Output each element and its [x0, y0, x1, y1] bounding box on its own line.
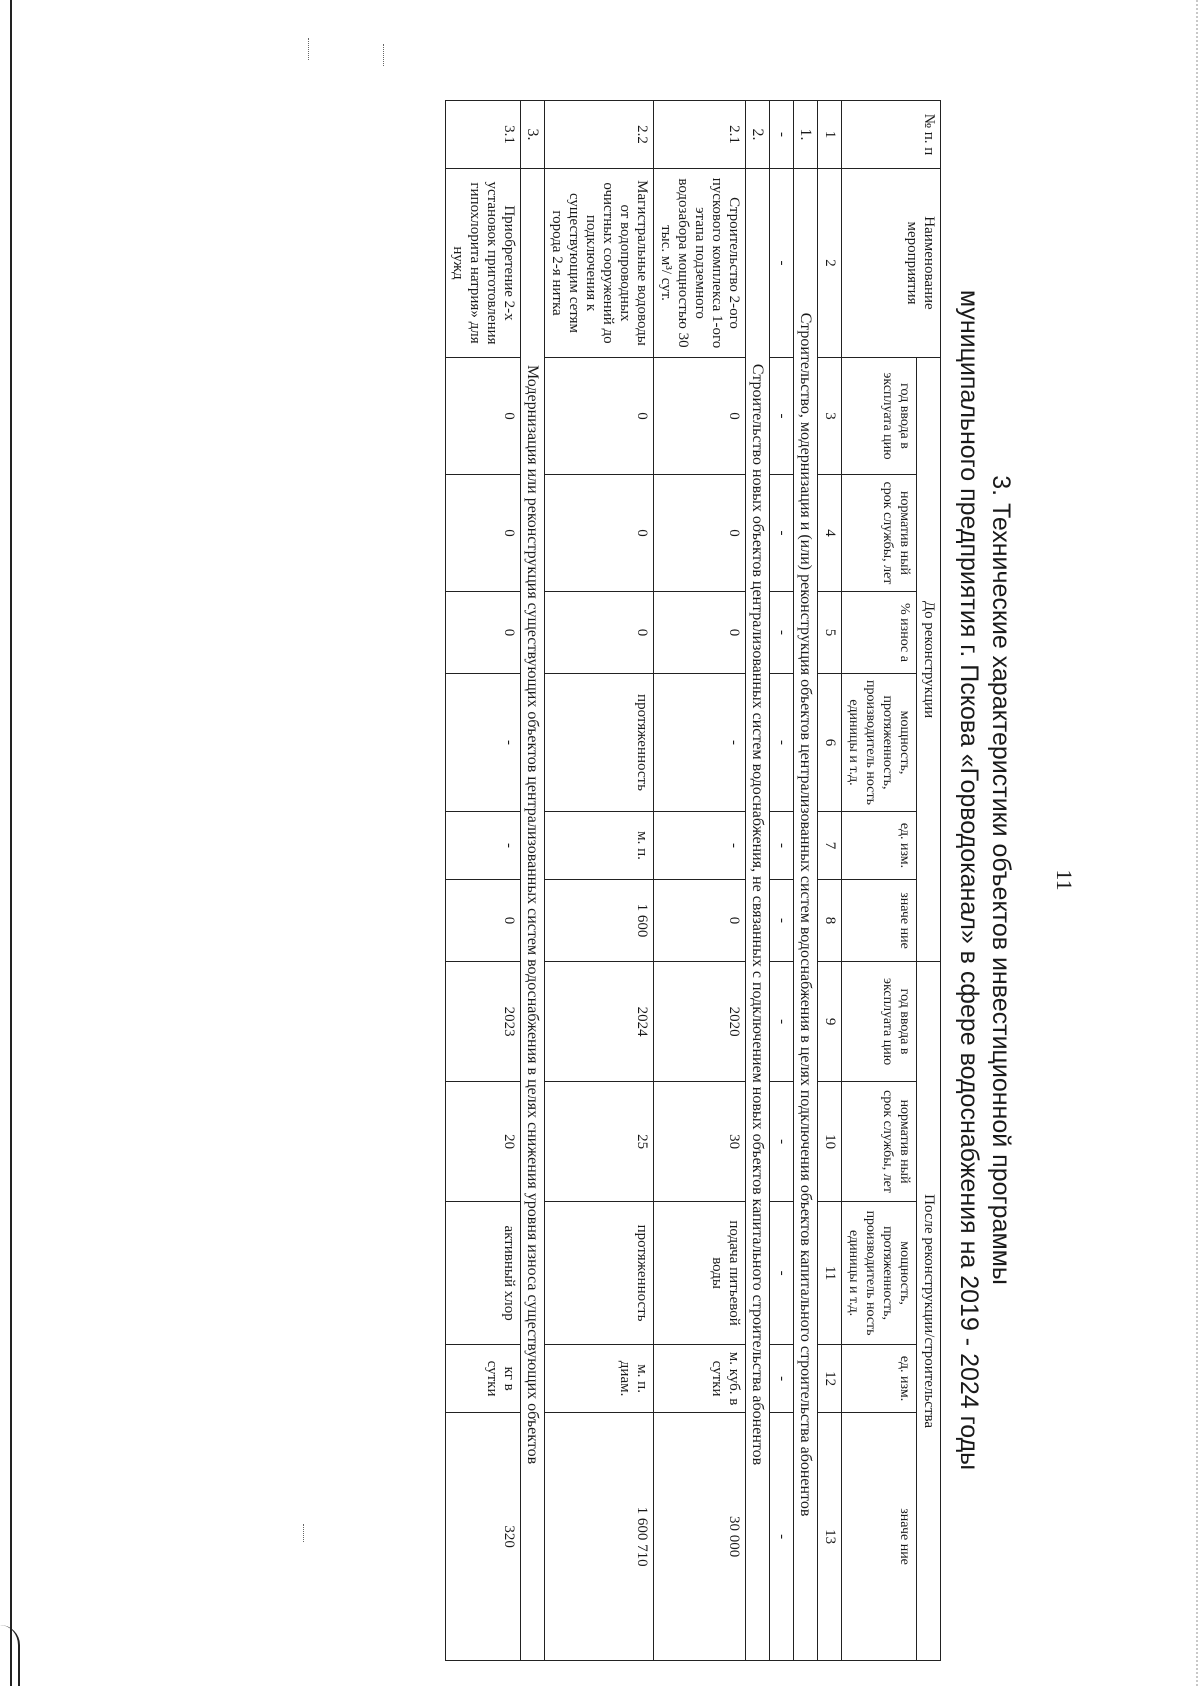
- value-after: 1 600 710: [545, 1413, 654, 1661]
- year-after: 2020: [654, 962, 746, 1082]
- row-number: 3.1: [446, 101, 521, 169]
- unit-before: -: [654, 812, 746, 880]
- header-wear: % износ а: [842, 592, 917, 674]
- title-line-1: 3. Технические характеристики объектов инвестиционной программы: [987, 475, 1015, 1285]
- year-after: 2023: [446, 962, 521, 1082]
- row-name: Строительство 2-ого пускового комплекса 1-ого этапа подземного водозабора мощностью 30 тыс. м³/ сут.: [654, 169, 746, 358]
- header-value-before: значе ние: [842, 880, 917, 962]
- capacity-after: протяженность: [545, 1202, 654, 1345]
- life-after: 30: [654, 1082, 746, 1202]
- capacity-before: протяженность: [545, 674, 654, 812]
- dash-cell: -: [770, 1413, 794, 1661]
- binding-line: [10, 0, 12, 1686]
- header-name: Наименование мероприятия: [842, 169, 941, 358]
- header-unit-before: ед. изм.: [842, 812, 917, 880]
- dash-cell: -: [770, 1082, 794, 1202]
- wear: 0: [545, 592, 654, 674]
- binding-curl: [0, 1625, 20, 1686]
- column-number: 9: [818, 962, 842, 1082]
- unit-before: м. п.: [545, 812, 654, 880]
- column-number: 11: [818, 1202, 842, 1345]
- dash-cell: -: [770, 674, 794, 812]
- header-unit-after: ед. изм.: [842, 1345, 917, 1413]
- row-name: Магистральные водоводы от водопроводных очистных сооружений до подключения к существующим сетям города 2-я нитка: [545, 169, 654, 358]
- dash-row: [770, 101, 794, 1661]
- table-row: [654, 101, 746, 1661]
- dash-cell: -: [770, 880, 794, 962]
- wear: 0: [446, 592, 521, 674]
- header-row-group: [917, 101, 941, 1661]
- dash-cell: -: [770, 1202, 794, 1345]
- scan-mark: [383, 44, 384, 66]
- section-number: 2.: [746, 101, 770, 169]
- unit-after: кг в сутки: [446, 1345, 521, 1413]
- life-before: 0: [446, 475, 521, 592]
- header-after-group: После реконструкции/строительства: [917, 962, 941, 1661]
- section-title: Строительство новых объектов централизованных систем водоснабжения, не связанных с подключением новых объектов капитального строительства абонентов: [746, 169, 770, 1661]
- wear: 0: [654, 592, 746, 674]
- dash-cell: -: [770, 592, 794, 674]
- column-number: 5: [818, 592, 842, 674]
- header-year-after: год ввода в эксплуата цию: [842, 962, 917, 1082]
- table-row: [446, 101, 521, 1661]
- characteristics-table: [445, 100, 941, 1661]
- section-row: [521, 101, 545, 1661]
- section-number: 1.: [794, 101, 818, 169]
- section-title: Модернизация или реконструкция существующих объектов централизованных систем водоснабжения в целях снижения уровня износа существующих объектов: [521, 169, 545, 1661]
- scan-mark: [308, 38, 309, 60]
- row-number: 2.2: [545, 101, 654, 169]
- column-number: 3: [818, 358, 842, 475]
- header-value-after: значе ние: [842, 1413, 917, 1661]
- column-number: 8: [818, 880, 842, 962]
- year-before: 0: [446, 358, 521, 475]
- life-after: 25: [545, 1082, 654, 1202]
- header-year-before: год ввода в эксплуата цию: [842, 358, 917, 475]
- life-before: 0: [654, 475, 746, 592]
- column-number: 2: [818, 169, 842, 358]
- dash-cell: -: [770, 812, 794, 880]
- page-number: 11: [1052, 869, 1077, 891]
- column-number-row: [818, 101, 842, 1661]
- header-life-after: норматив ный срок службы, лет: [842, 1082, 917, 1202]
- table-row: [545, 101, 654, 1661]
- life-before: 0: [545, 475, 654, 592]
- header-capacity-before: мощность, протяженность, производитель ность единицы и т.д.: [842, 674, 917, 812]
- capacity-after: подача питьевой воды: [654, 1202, 746, 1345]
- column-number: 12: [818, 1345, 842, 1413]
- dash-cell: -: [770, 101, 794, 169]
- section-number: 3.: [521, 101, 545, 169]
- year-after: 2024: [545, 962, 654, 1082]
- column-number: 7: [818, 812, 842, 880]
- capacity-before: -: [446, 674, 521, 812]
- unit-after: м. п. диам.: [545, 1345, 654, 1413]
- year-before: 0: [654, 358, 746, 475]
- column-number: 1: [818, 101, 842, 169]
- life-after: 20: [446, 1082, 521, 1202]
- rotated-page: [117, 100, 1077, 1660]
- header-before-group: До реконструкции: [917, 358, 941, 962]
- row-name: Приобретение 2-х установок приготовления гипохлорита натрия» для нужд: [446, 169, 521, 358]
- value-before: 1 600: [545, 880, 654, 962]
- value-after: 30 000: [654, 1413, 746, 1661]
- document-title: [953, 140, 1017, 1620]
- unit-after: м. куб. в сутки: [654, 1345, 746, 1413]
- dash-cell: -: [770, 962, 794, 1082]
- header-life-before: норматив ный срок службы, лет: [842, 475, 917, 592]
- row-number: 2.1: [654, 101, 746, 169]
- value-before: 0: [654, 880, 746, 962]
- title-line-2: муниципального предприятия г. Пскова «Горводоканал» в сфере водоснабжения на 2019 - 2024 годы: [955, 289, 983, 1471]
- value-before: 0: [446, 880, 521, 962]
- unit-before: -: [446, 812, 521, 880]
- header-capacity-after: мощность, протяженность, производитель ность единицы и т.д.: [842, 1202, 917, 1345]
- column-number: 10: [818, 1082, 842, 1202]
- dash-cell: -: [770, 358, 794, 475]
- year-before: 0: [545, 358, 654, 475]
- capacity-after: активный хлор: [446, 1202, 521, 1345]
- page-edge-marks: [1192, 0, 1198, 1686]
- dash-cell: -: [770, 1345, 794, 1413]
- header-num: № п. п: [842, 101, 941, 169]
- column-number: 4: [818, 475, 842, 592]
- column-number: 6: [818, 674, 842, 812]
- section-title: Строительство, модернизация и (или) реконструкция объектов централизованных систем водоснабжения в целях подключения объектов капитального строительства абонентов: [794, 169, 818, 1661]
- dash-cell: -: [770, 475, 794, 592]
- capacity-before: -: [654, 674, 746, 812]
- column-number: 13: [818, 1413, 842, 1661]
- value-after: 320: [446, 1413, 521, 1661]
- section-row: [746, 101, 770, 1661]
- section-row: [794, 101, 818, 1661]
- dash-cell: -: [770, 169, 794, 358]
